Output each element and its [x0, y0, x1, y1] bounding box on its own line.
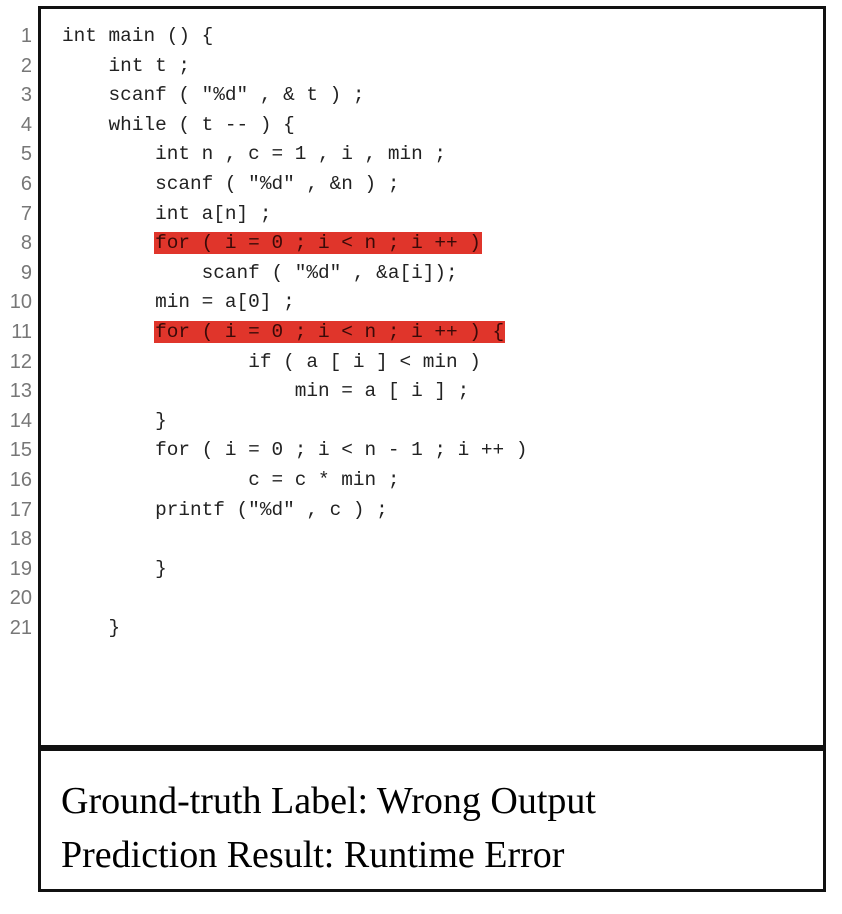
code-line [61, 525, 528, 555]
code-text: while ( t -- ) { [108, 113, 295, 136]
code-text: scanf ( "%d" , &n ) ; [155, 172, 400, 195]
code-text: printf ("%d" , c ) ; [155, 498, 388, 521]
code-line [61, 555, 528, 585]
line-number: 11 [11, 320, 32, 343]
ground-truth-label: Ground-truth Label: Wrong Output [61, 780, 596, 822]
code-line [61, 140, 528, 170]
line-number: 2 [20, 54, 32, 77]
code-text: } [155, 409, 167, 432]
line-number: 12 [9, 350, 32, 373]
code-line [61, 466, 528, 496]
code-text: int n , c = 1 , i , min ; [155, 143, 447, 166]
code-text: if ( a [ i ] < min ) [248, 350, 481, 373]
code-text: scanf ( "%d" , & t ) ; [108, 84, 365, 107]
code-line [61, 22, 528, 52]
code-line [61, 496, 528, 526]
code-line [61, 436, 528, 466]
code-text: } [108, 616, 121, 639]
line-number: 10 [9, 291, 32, 314]
line-number: 8 [20, 232, 32, 255]
code-text: int a[n] ; [155, 202, 272, 225]
code-text: } [155, 557, 167, 580]
line-number: 9 [20, 261, 32, 284]
code-line [61, 614, 528, 644]
code-body [61, 22, 528, 643]
highlighted-code-line [61, 318, 528, 348]
line-number: 20 [9, 587, 32, 610]
line-number: 13 [9, 380, 32, 403]
highlighted-code-line [61, 229, 528, 259]
code-text: int t ; [108, 54, 191, 77]
line-number: 21 [9, 616, 32, 639]
result-panel [38, 748, 826, 892]
code-panel [38, 6, 826, 748]
code-line [61, 377, 528, 407]
code-line [61, 170, 528, 200]
code-line [61, 407, 528, 437]
line-number: 15 [9, 439, 32, 462]
line-number: 1 [20, 25, 32, 47]
line-number: 3 [20, 84, 32, 107]
line-number: 5 [20, 143, 32, 166]
code-text: min = a [ i ] ; [294, 380, 470, 403]
line-number: 4 [20, 113, 32, 136]
code-line [61, 111, 528, 141]
line-number: 19 [9, 557, 32, 580]
line-number: 6 [20, 172, 32, 195]
code-line [61, 288, 528, 318]
code-text: min = a[0] ; [155, 291, 295, 314]
code-line [61, 348, 528, 378]
line-number: 17 [9, 498, 32, 521]
code-line [61, 81, 528, 111]
code-line [61, 52, 528, 82]
line-number: 18 [9, 528, 32, 551]
line-number-gutter [0, 22, 32, 643]
code-text: c = c * min ; [248, 468, 400, 491]
code-line [61, 259, 528, 289]
code-text: for ( i = 0 ; i < n ; i ++ ) [155, 232, 481, 255]
line-number: 16 [9, 468, 32, 491]
code-line [61, 584, 528, 614]
code-text: for ( i = 0 ; i < n - 1 ; i ++ ) [155, 439, 528, 462]
code-text: int main () { [62, 25, 214, 47]
code-text: for ( i = 0 ; i < n ; i ++ ) { [155, 320, 505, 343]
prediction-result: Prediction Result: Runtime Error [61, 834, 565, 876]
code-text: scanf ( "%d" , &a[i]); [201, 261, 458, 284]
line-number: 7 [20, 202, 32, 225]
code-line [61, 200, 528, 230]
line-number: 14 [9, 409, 32, 432]
